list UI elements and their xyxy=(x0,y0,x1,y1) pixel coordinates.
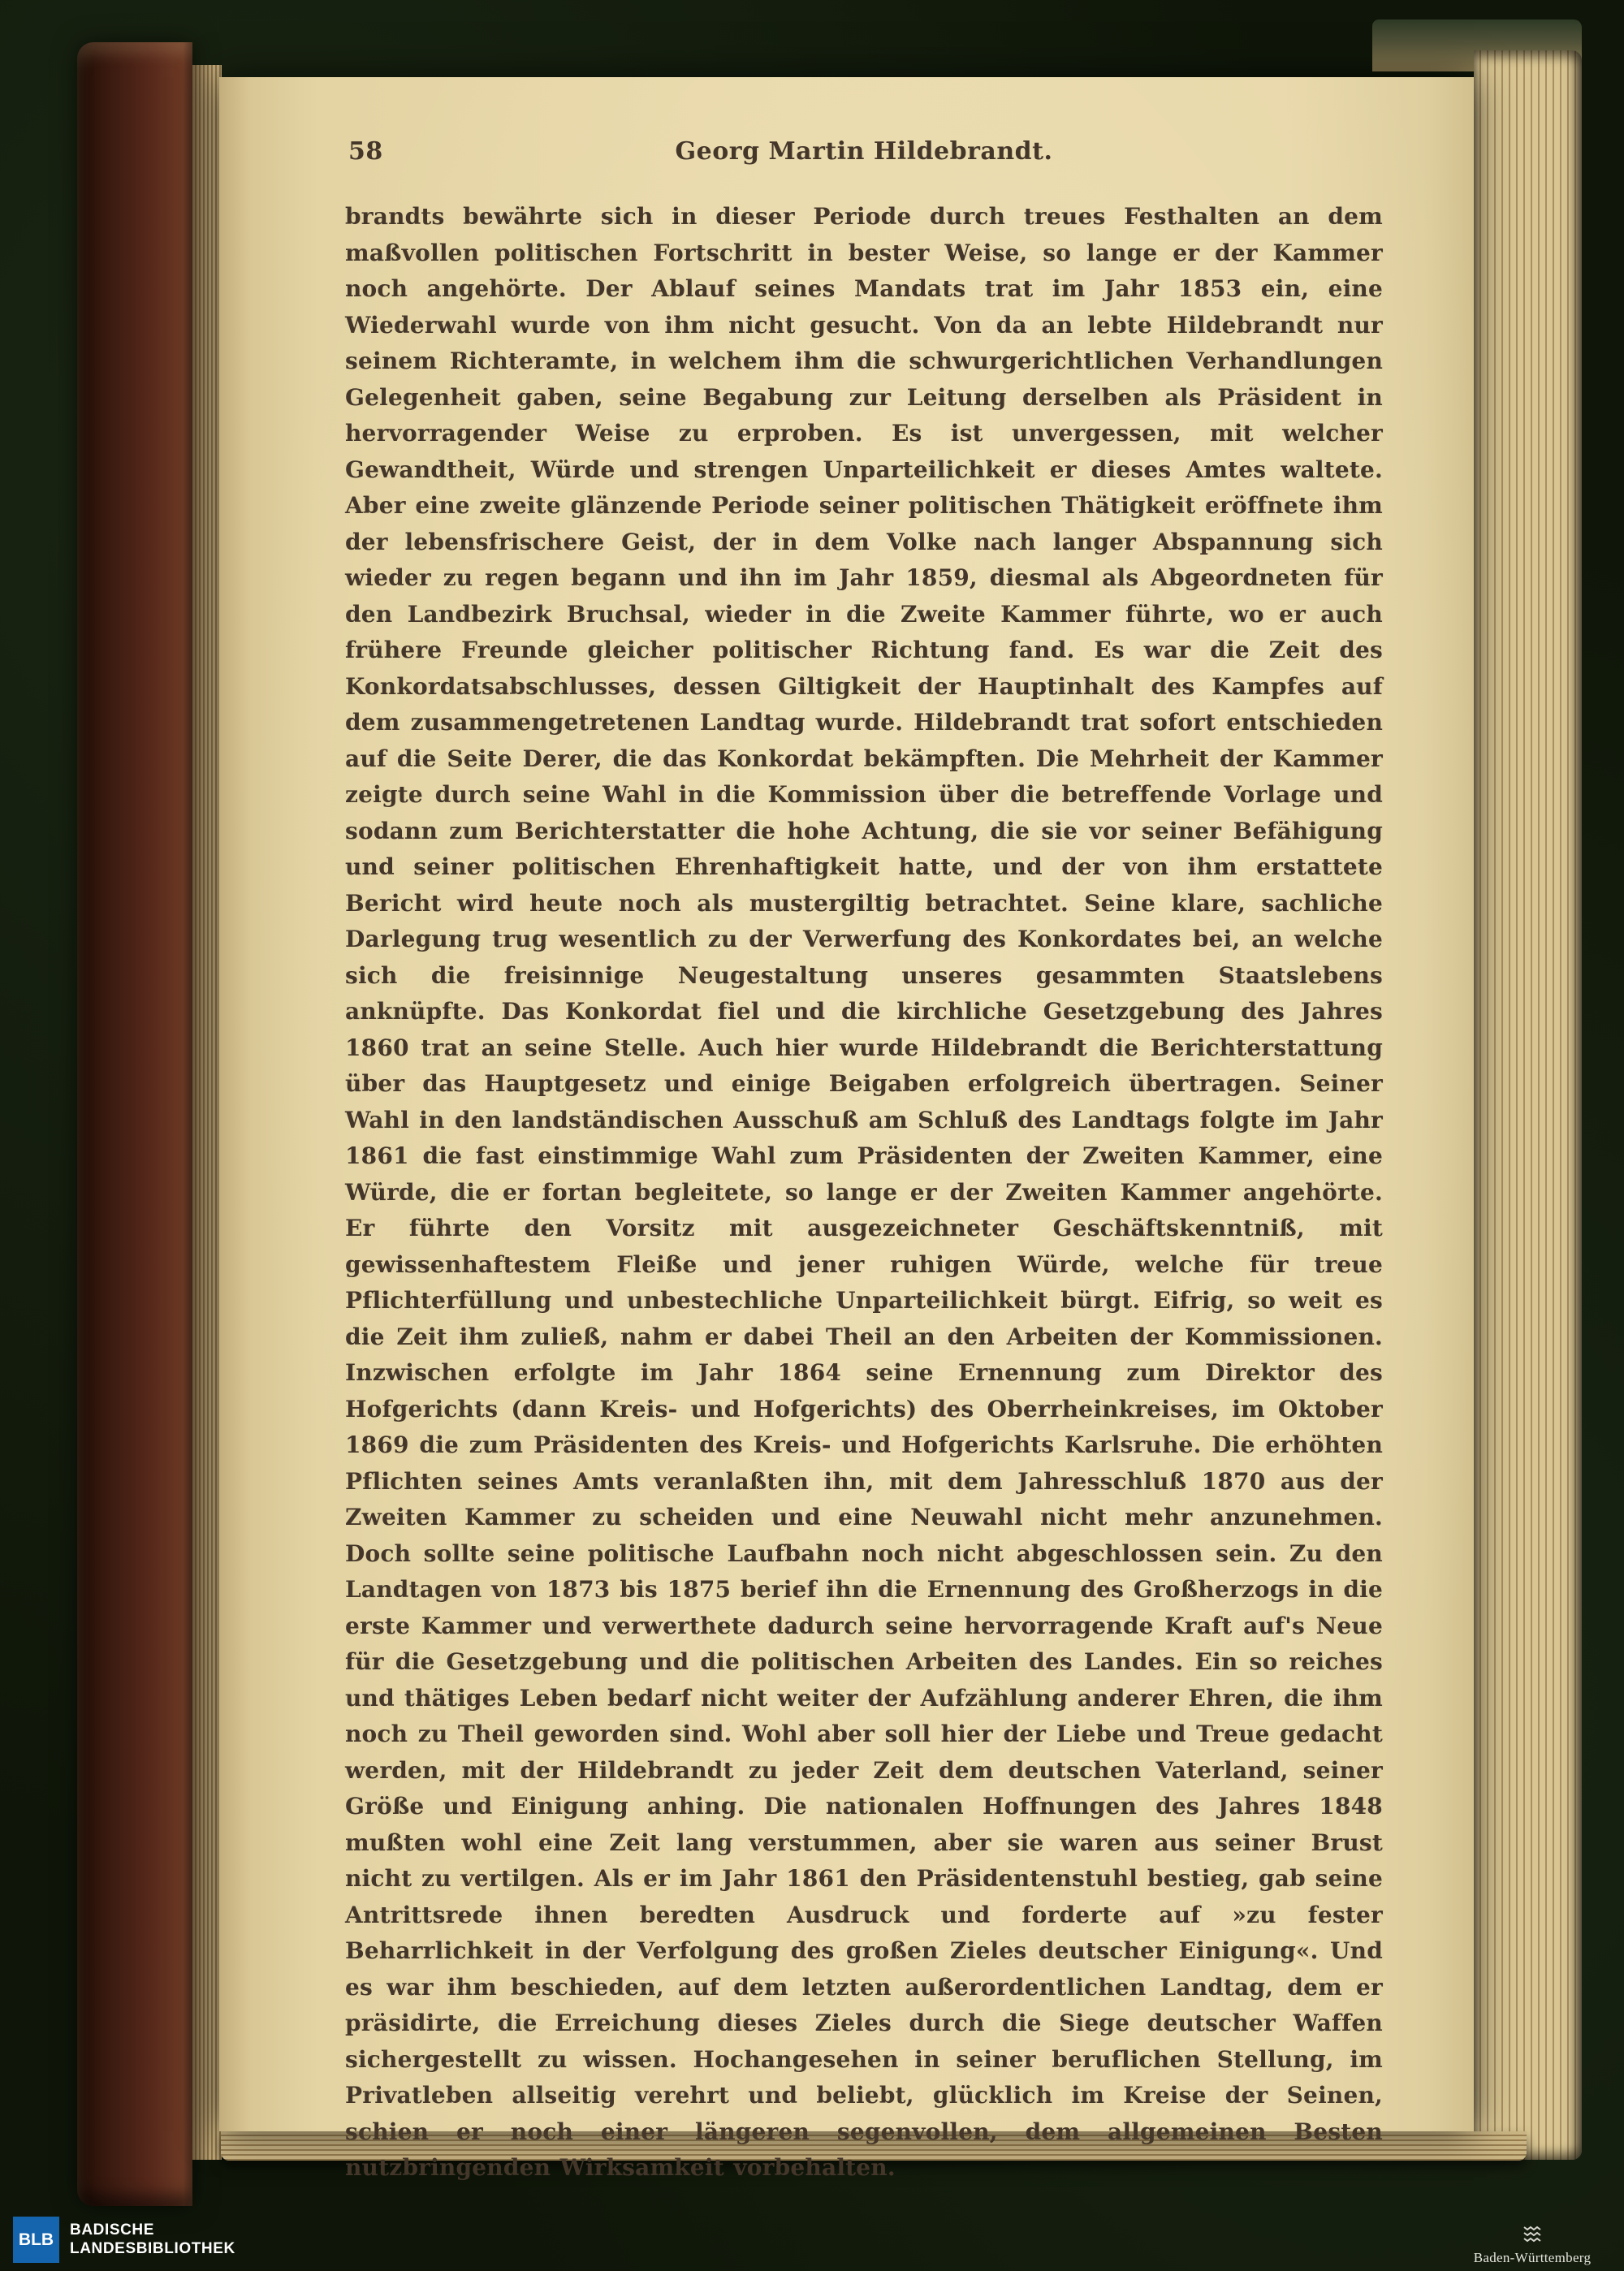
blb-logo-text: BLB xyxy=(18,2230,54,2249)
page-body-text: brandts bewährte sich in dieser Periode durch treues Festhalten an dem maßvollen politischen Fortschritt in bester Weise, so lange er der Kammer noch angehörte. Der Ablauf seines Mandats trat im Jahr 1853 ein, eine Wiederwahl wurde von ihm nicht gesucht. Von da an lebte Hildebrandt nur seinem Richteramte, in welchem ihm die schwurgerichtlichen Verhandlungen Gelegenheit gaben, seine Begabung zur Leitung derselben als Präsident in hervorragender Weise zu erproben. Es ist unvergessen, mit welcher Gewandtheit, Würde und strengen Unparteilichkeit er dieses Amtes waltete. Aber eine zweite glänzende Periode seiner politischen Thätigkeit eröffnete ihm der lebensfrischere Geist, der in dem Volke nach langer Abspannung sich wieder zu regen begann und ihn im Jahr 1859, diesmal als Abgeordneten für den Landbezirk Bruchsal, wieder in die Zweite Kammer führte, wo er auch frühere Freunde gleicher politischer Richtung fand. Es war die Zeit des Konkordatsabschlusses, dessen Giltigkeit der Hauptinhalt des Kampfes auf dem zusammengetretenen Landtag wurde. Hildebrandt trat sofort entschieden auf die Seite Derer, die das Konkordat bekämpften. Die Mehrheit der Kammer zeigte durch seine Wahl in die Kommission über die betreffende Vorlage und sodann zum Berichterstatter die hohe Achtung, die sie vor seiner Befähigung und seiner politischen Ehrenhaftigkeit hatte, und der von ihm erstattete Bericht wird heute noch als mustergiltig betrachtet. Seine klare, sachliche Darlegung trug wesentlich zu der Verwerfung des Konkordates bei, an welche sich die freisinnige Neugestaltung unseres gesammten Staatslebens anknüpfte. Das Konkordat fiel und die kirchliche Gesetzgebung des Jahres 1860 trat an seine Stelle. Auch hier wurde Hildebrandt die Berichterstattung über das Hauptgesetz und einige Beigaben erfolgreich übertragen. Seiner Wahl in den landständischen Ausschuß am Schluß des Landtags folgte im Jahr 1861 die fast einstimmige Wahl zum Präsidenten der Zweiten Kammer, eine Würde, die er fortan begleitete, so lange er der Zweiten Kammer angehörte. Er führte den Vorsitz mit ausgezeichneter Geschäftskenntniß, mit gewissenhaftestem Fleiße und jener ruhigen Würde, welche für treue Pflichterfüllung und unbestechliche Unparteilichkeit bürgt. Eifrig, so weit es die Zeit ihm zuließ, nahm er dabei Theil an den Arbeiten der Kommissionen. Inzwischen erfolgte im Jahr 1864 seine Ernennung zum Direktor des Hofgerichts (dann Kreis- und Hofgerichts) des Oberrheinkreises, im Oktober 1869 die zum Präsidenten des Kreis- und Hofgerichts Karlsruhe. Die erhöhten Pflichten seines Amts veranlaßten ihn, mit dem Jahresschluß 1870 aus der Zweiten Kammer zu scheiden und eine Neuwahl nicht mehr anzunehmen. Doch sollte seine politische Laufbahn noch nicht abgeschlossen sein. Zu den Landtagen von 1873 bis 1875 berief ihn die Ernennung des Großherzogs in die erste Kammer und verwerthete dadurch seine hervorragende Kraft auf's Neue für die Gesetzgebung und die politischen Arbeiten des Landes. Ein so reiches und thätiges Leben bedarf nicht weiter der Aufzählung anderer Ehren, die ihm noch zu Theil geworden sind. Wohl aber soll hier der Liebe und Treue gedacht werden, mit der Hildebrandt zu jeder Zeit dem deutschen Vaterland, seiner Größe und Einigung anhing. Die nationalen Hoffnungen des Jahres 1848 mußten wohl eine Zeit lang verstummen, aber sie waren aus seiner Brust nicht zu vertilgen. Als er im Jahr 1861 den Präsidentenstuhl bestieg, gab seine Antrittsrede ihnen beredten Ausdruck und forderte auf »zu fester Beharrlichkeit in der Verfolgung des großen Zieles deutscher Einigung«. Und es war ihm beschieden, auf dem letzten außerordentlichen Landtag, dem er präsidirte, die Erreichung dieses Zieles durch die Siege deutscher Waffen sichergestellt zu wissen. Hochangesehen in seiner beruflichen Stellung, im Privatleben allseitig verehrt und beliebt, glücklich im Kreise der Seinen, schien er noch einer längeren segenvollen, dem allgemeinen Besten nutzbringenden Wirksamkeit vorbehalten. xyxy=(345,203,1383,2181)
page-number: 58 xyxy=(348,137,383,166)
bw-emblem-icon xyxy=(1522,2224,1543,2248)
library-name xyxy=(70,2221,235,2259)
left-page-edges xyxy=(192,65,222,2160)
page-header xyxy=(345,137,1383,179)
page-text-area xyxy=(345,77,1383,2181)
library-name-line2: LANDESBIBLIOTHEK xyxy=(70,2239,235,2257)
right-page-edges xyxy=(1474,50,1582,2160)
blb-logo xyxy=(13,2217,59,2263)
bw-region-label: Baden-Württemberg xyxy=(1473,2250,1592,2265)
book-page xyxy=(219,77,1474,2181)
bw-branding xyxy=(1447,2224,1618,2266)
running-title: Georg Martin Hildebrandt. xyxy=(675,137,1053,166)
library-branding xyxy=(13,2217,235,2263)
library-name-line1: BADISCHE xyxy=(70,2221,155,2239)
book-spine xyxy=(77,42,192,2206)
